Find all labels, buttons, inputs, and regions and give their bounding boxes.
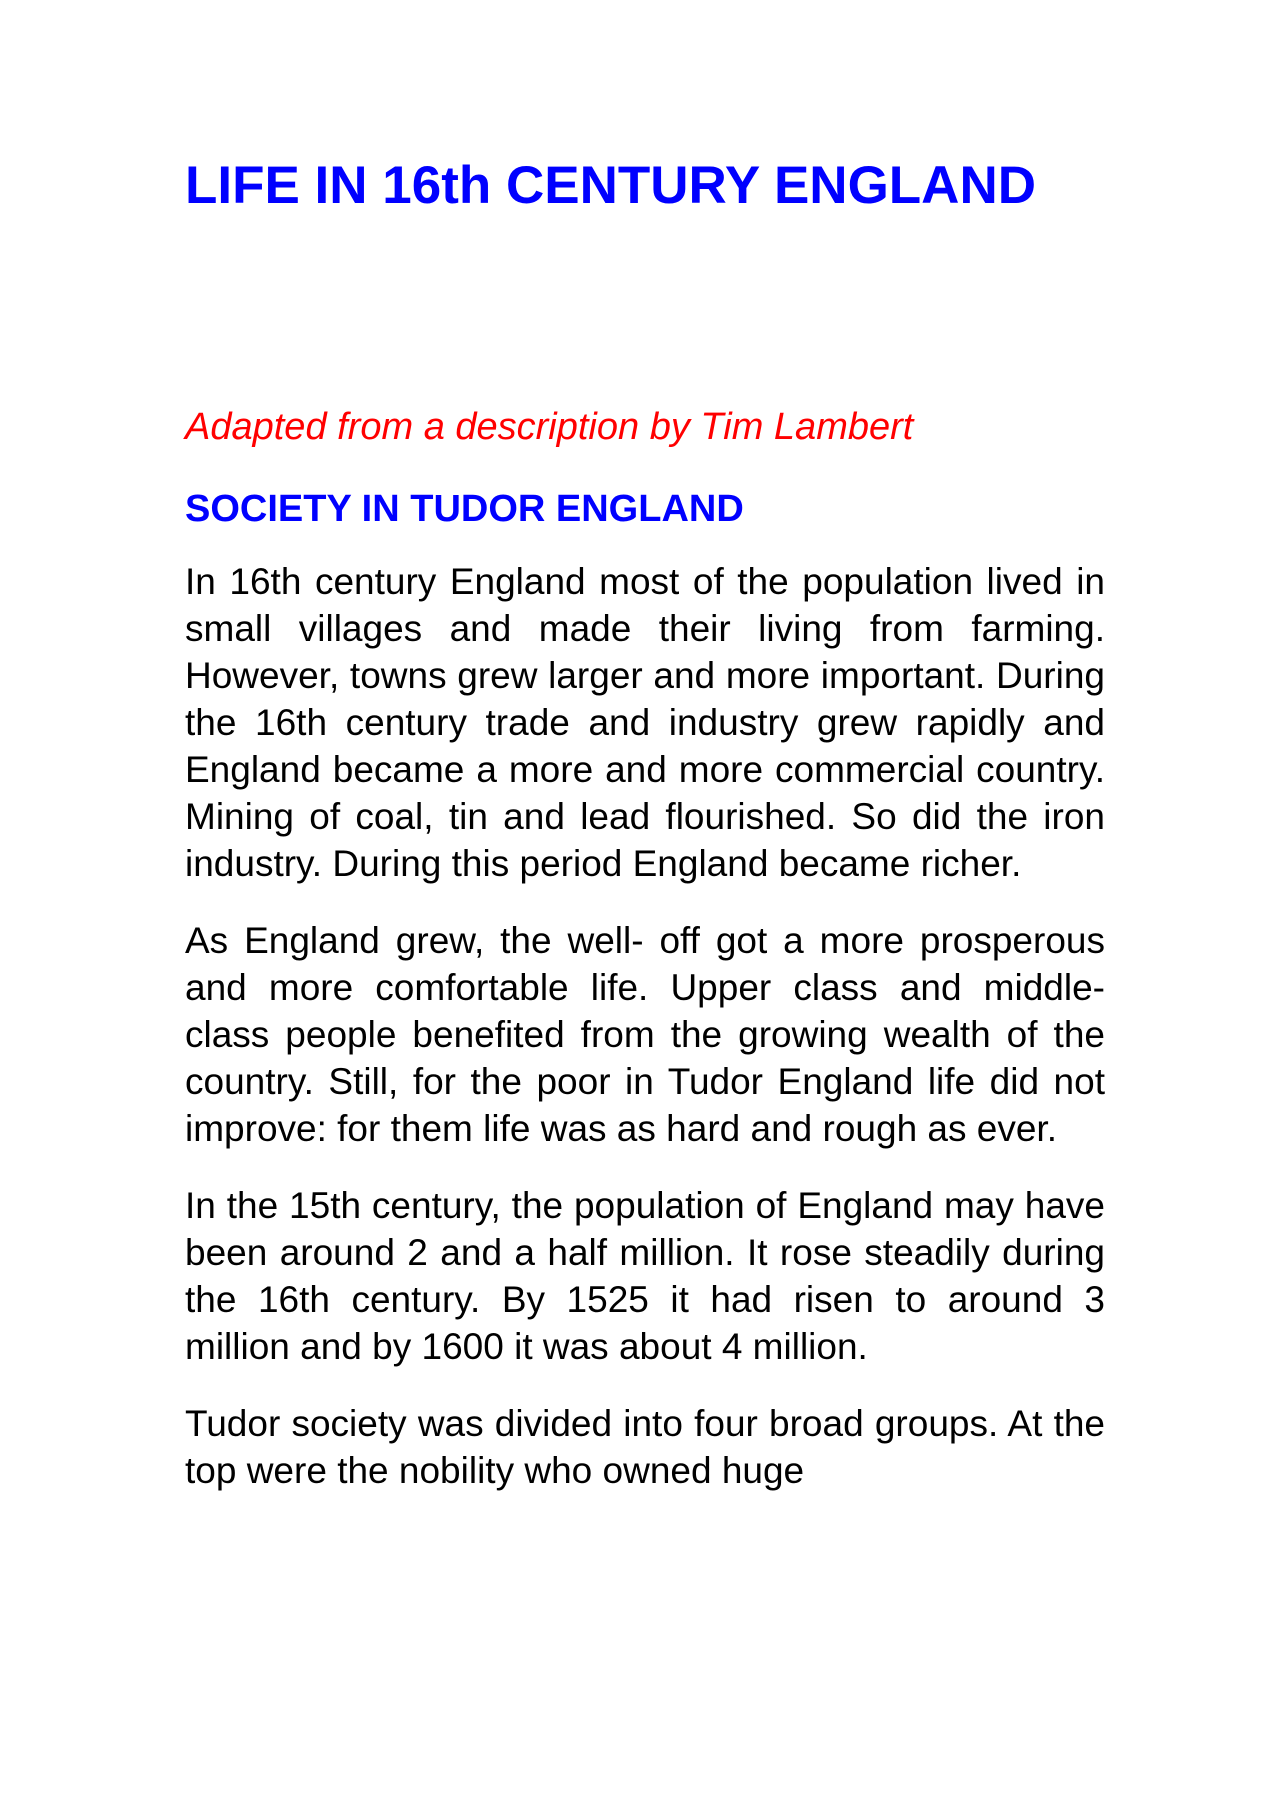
paragraph: Tudor society was divided into four broad groups. At the top were the nobility who owned huge [185,1403,1105,1491]
document-content [185,150,1105,1491]
section-heading: SOCIETY IN TUDOR ENGLAND [185,488,744,530]
author-byline: Adapted from a description by Tim Lambert [185,406,914,448]
page-title: LIFE IN 16th CENTURY ENGLAND [185,156,1037,215]
paragraph: In 16th century England most of the population lived in small villages and made their living from farming. However, towns grew larger and more important. During the 16th century trade and industry grew rapidly and England became a more and more commercial country. Mining of coal, tin and lead flourished. So did the iron industry. During this period England became richer. [185,561,1105,884]
paragraph: As England grew, the well- off got a more prosperous and more comfortable life. Upper class and middle-class people benefited from the growing wealth of the country. Still, for the poor in Tudor England life did not improve: for them life was as hard and rough as ever. [185,920,1105,1149]
body-text [185,558,1105,1524]
paragraph: In the 15th century, the population of England may have been around 2 and a half million. It rose steadily during the 16th century. By 1525 it had risen to around 3 million and by 1600 it was about 4 million. [185,1185,1105,1367]
